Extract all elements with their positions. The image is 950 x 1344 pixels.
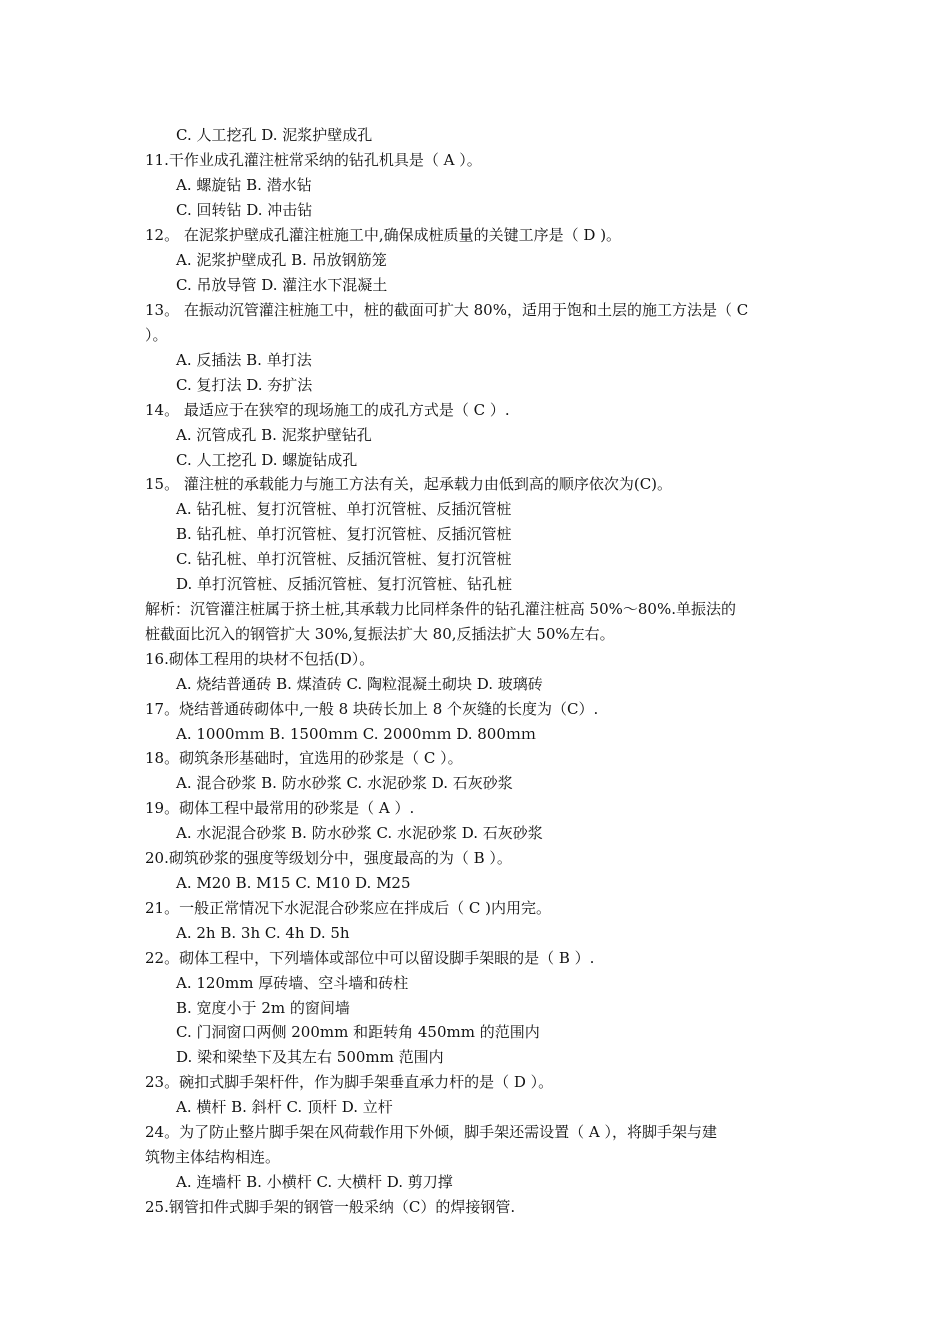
option-line: A. M20 B. M15 C. M10 D. M25 <box>176 874 411 892</box>
option-line: C. 门洞窗口两侧 200mm 和距转角 450mm 的范围内 <box>176 1023 540 1041</box>
question-line: 17。烧结普通砖砌体中,一般 8 块砖长加上 8 个灰缝的长度为（C）. <box>145 700 599 718</box>
question-line: 22。砌体工程中，下列墙体或部位中可以留设脚手架眼的是（ B ）. <box>145 949 595 967</box>
question-line: 21。一般正常情况下水泥混合砂浆应在拌成后（ C )内用完。 <box>145 899 551 917</box>
option-line: A. 横杆 B. 斜杆 C. 顶杆 D. 立杆 <box>176 1098 393 1116</box>
analysis-line: 解析：沉管灌注桩属于挤土桩,其承载力比同样条件的钻孔灌注桩高 50%～80%.单振法的 <box>145 600 736 618</box>
option-line: B. 宽度小于 2m 的窗间墙 <box>176 999 350 1017</box>
option-line: C. 人工挖孔 D. 泥浆护壁成孔 <box>176 126 373 144</box>
option-line: A. 1000ｍｍ B. 1500ｍｍ C. 2000ｍｍ D. 800ｍｍ <box>176 725 536 743</box>
question-line: 18。砌筑条形基础时，宜选用的砂浆是（ C ）。 <box>145 749 463 767</box>
option-line: D. 梁和梁垫下及其左右 500mm 范围内 <box>176 1048 444 1066</box>
option-line: B. 钻孔桩、单打沉管桩、复打沉管桩、反插沉管桩 <box>176 525 512 543</box>
question-line: 25.钢管扣件式脚手架的钢管一般采纳（C）的焊接钢管. <box>145 1198 516 1216</box>
question-line: ）。 <box>145 326 168 344</box>
option-line: A. 水泥混合砂浆 B. 防水砂浆 C. 水泥砂浆 D. 石灰砂浆 <box>176 824 543 842</box>
option-line: A. 沉管成孔 B. 泥浆护壁钻孔 <box>176 426 372 444</box>
question-line: 16.砌体工程用的块材不包括(D）。 <box>145 650 375 668</box>
option-line: A. 烧结普通砖 B. 煤渣砖 C. 陶粒混凝土砌块 D. 玻璃砖 <box>176 675 543 693</box>
question-line: 19。砌体工程中最常用的砂浆是（ A ）. <box>145 799 415 817</box>
option-line: A. 钻孔桩、复打沉管桩、单打沉管桩、反插沉管桩 <box>176 500 512 518</box>
question-line: 14。 最适应于在狭窄的现场施工的成孔方式是（ C ）. <box>145 401 510 419</box>
question-line: 20.砌筑砂浆的强度等级划分中，强度最高的为（ B ）。 <box>145 849 512 867</box>
option-line: C. 钻孔桩、单打沉管桩、反插沉管桩、复打沉管桩 <box>176 550 512 568</box>
question-line: 筑物主体结构相连。 <box>145 1148 281 1166</box>
question-line: 23。碗扣式脚手架杆件，作为脚手架垂直承力杆的是（ D ）。 <box>145 1073 554 1091</box>
option-line: A. 泥浆护壁成孔 B. 吊放钢筋笼 <box>176 251 387 269</box>
question-line: 13。 在振动沉管灌注桩施工中，桩的截面可扩大 80%，适用于饱和土层的施工方法是（ C <box>145 301 749 319</box>
option-line: A. 120mm 厚砖墙、空斗墙和砖柱 <box>176 974 409 992</box>
question-line: 12。 在泥浆护壁成孔灌注桩施工中,确保成桩质量的关键工序是（ D )。 <box>145 226 622 244</box>
option-line: A. 混合砂浆 B. 防水砂浆 C. 水泥砂浆 D. 石灰砂浆 <box>176 774 513 792</box>
option-line: C. 吊放导管 D. 灌注水下混凝土 <box>176 276 388 294</box>
option-line: A. 2h B. 3h C. 4h D. 5h <box>176 924 350 942</box>
option-line: A. 螺旋钻 B. 潜水钻 <box>176 176 312 194</box>
question-line: 15。 灌注桩的承载能力与施工方法有关，起承载力由低到高的顺序依次为(C)。 <box>145 475 673 493</box>
question-line: 24。为了防止整片脚手架在风荷载作用下外倾，脚手架还需设置（ A ），将脚手架与建 <box>145 1123 717 1141</box>
option-line: C. 回转钻 D. 冲击钻 <box>176 201 313 219</box>
option-line: A. 反插法 B. 单打法 <box>176 351 312 369</box>
option-line: A. 连墙杆 B. 小横杆 C. 大横杆 D. 剪刀撑 <box>176 1173 453 1191</box>
analysis-line: 桩截面比沉入的钢管扩大 30%,复振法扩大 80,反插法扩大 50%左右。 <box>145 625 615 643</box>
option-line: C. 人工挖孔 D. 螺旋钻成孔 <box>176 451 358 469</box>
option-line: D. 单打沉管桩、反插沉管桩、复打沉管桩、钻孔桩 <box>176 575 513 593</box>
option-line: C. 复打法 D. 夯扩法 <box>176 376 313 394</box>
question-line: 11.干作业成孔灌注桩常采纳的钻孔机具是（ A ）。 <box>145 151 482 169</box>
